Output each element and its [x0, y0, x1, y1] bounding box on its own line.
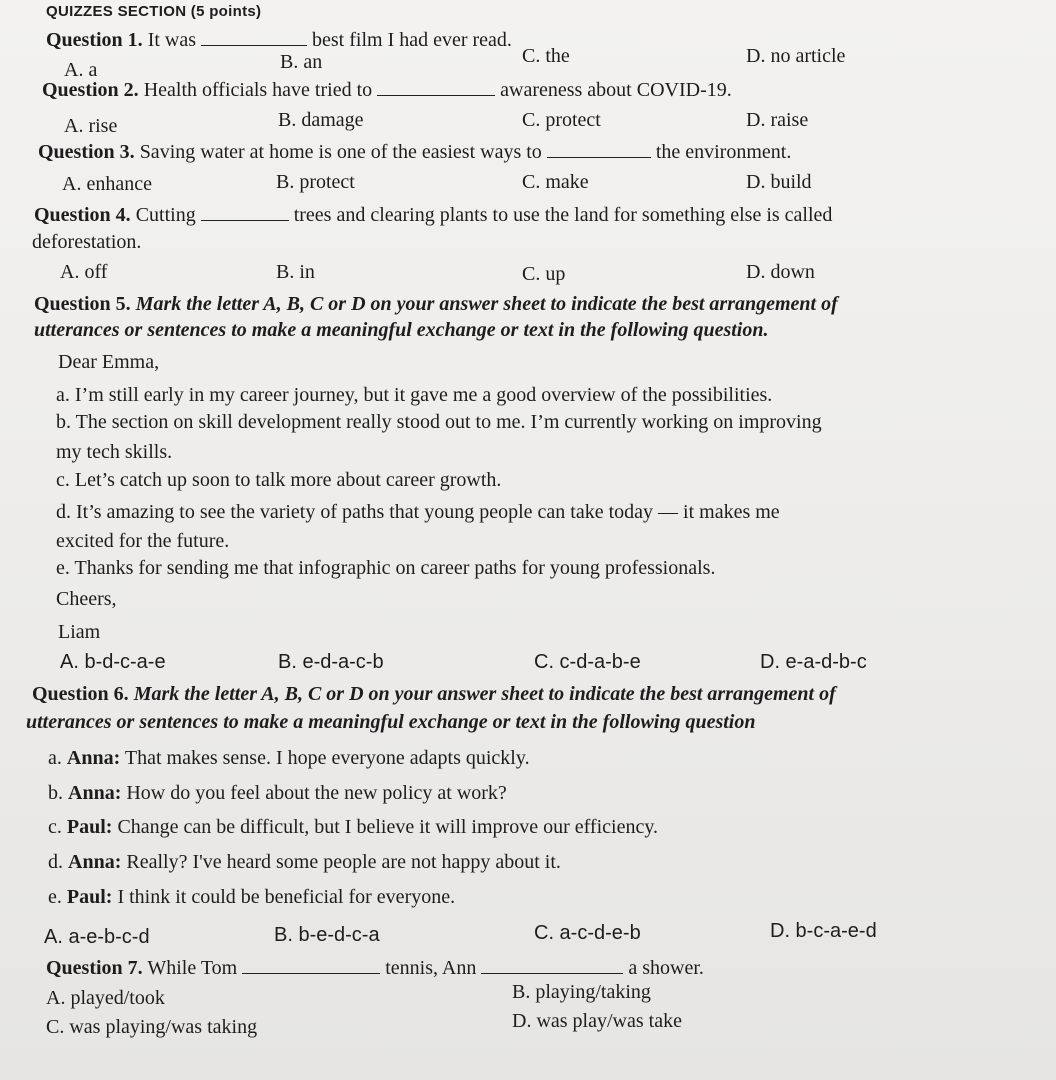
- question-3-text-b: the environment.: [655, 141, 792, 163]
- dialogue-speaker: Anna:: [68, 851, 122, 873]
- dialogue-tag: a.: [48, 747, 62, 769]
- question-6-instruction-text-1: Mark the letter A, B, C or D on your answer sheet to indicate the best arrangement of: [133, 683, 836, 705]
- question-7-blank-2[interactable]: [481, 957, 623, 974]
- question-1-option-c[interactable]: C. the: [522, 45, 570, 67]
- dialogue-text: That makes sense. I hope everyone adapts quickly.: [124, 747, 530, 769]
- question-6-option-d[interactable]: D. b-c-a-e-d: [770, 920, 877, 942]
- dialogue-line-b: [48, 781, 507, 805]
- question-2-option-c[interactable]: C. protect: [522, 109, 601, 131]
- question-3-label: Question 3.: [38, 141, 135, 163]
- question-4-text-a: Cutting: [135, 204, 196, 226]
- dialogue-text: I think it could be beneficial for everyone.: [117, 886, 456, 908]
- question-7-label: Question 7.: [46, 957, 143, 979]
- question-1-option-a[interactable]: A. a: [64, 59, 98, 81]
- dialogue-speaker: Paul:: [66, 886, 113, 908]
- question-5-option-d[interactable]: D. e-a-d-b-c: [760, 651, 867, 673]
- question-3-option-c[interactable]: C. make: [522, 171, 589, 193]
- question-7-option-a[interactable]: A. played/took: [46, 987, 165, 1009]
- question-1-option-d[interactable]: D. no article: [746, 45, 846, 67]
- sentence-d-line-1: d. It’s amazing to see the variety of paths that young people can take today — it makes me: [56, 501, 780, 523]
- dialogue-tag: b.: [48, 782, 63, 804]
- sentence-a: a. I’m still early in my career journey, but it gave me a good overview of the possibilities.: [56, 384, 773, 406]
- dialogue-text: Change can be difficult, but I believe it will improve our efficiency.: [117, 816, 659, 838]
- question-3-blank[interactable]: [547, 141, 651, 158]
- question-1-stem: [46, 28, 512, 52]
- letter-greeting: Dear Emma,: [58, 351, 160, 373]
- question-3-option-a[interactable]: A. enhance: [62, 173, 152, 195]
- letter-closing: Cheers,: [56, 588, 117, 610]
- question-5-instruction-1: [34, 292, 838, 316]
- question-4-option-b[interactable]: B. in: [276, 261, 315, 283]
- dialogue-line-c: [48, 815, 658, 839]
- question-7-option-c[interactable]: C. was playing/was taking: [46, 1016, 258, 1038]
- question-6-option-a[interactable]: A. a-e-b-c-d: [44, 926, 150, 948]
- question-3-option-b[interactable]: B. protect: [276, 171, 355, 193]
- question-1-text-a: It was: [147, 29, 197, 51]
- sentence-e: e. Thanks for sending me that infographic on career paths for young professionals.: [56, 557, 716, 579]
- question-3-text-a: Saving water at home is one of the easiest ways to: [139, 141, 542, 163]
- question-3-stem: [38, 140, 791, 164]
- question-2-text-a: Health officials have tried to: [143, 79, 373, 101]
- question-4-blank[interactable]: [201, 204, 289, 221]
- question-7-blank-1[interactable]: [242, 957, 380, 974]
- question-1-text-b: best film I had ever read.: [312, 29, 512, 51]
- question-6-label: Question 6.: [32, 683, 129, 705]
- question-4-option-c[interactable]: C. up: [522, 263, 566, 285]
- question-6-instruction-2: utterances or sentences to make a meaningful exchange or text in the following question: [26, 711, 756, 733]
- question-4-label: Question 4.: [34, 204, 131, 226]
- dialogue-speaker: Anna:: [68, 782, 122, 804]
- dialogue-tag: c.: [48, 816, 62, 838]
- letter-signature: Liam: [58, 621, 101, 643]
- question-4-stem: [34, 203, 832, 227]
- dialogue-line-a: [48, 746, 530, 770]
- question-2-option-a[interactable]: A. rise: [64, 115, 118, 137]
- question-4-text-c: deforestation.: [32, 231, 142, 253]
- question-7-option-b[interactable]: B. playing/taking: [512, 981, 651, 1003]
- question-5-option-a[interactable]: A. b-d-c-a-e: [60, 651, 166, 673]
- question-7-text-b: tennis, Ann: [385, 957, 477, 979]
- question-1-label: Question 1.: [46, 29, 143, 51]
- question-5-label: Question 5.: [34, 293, 131, 315]
- dialogue-text: How do you feel about the new policy at work?: [126, 782, 507, 804]
- question-2-stem: [42, 78, 732, 102]
- dialogue-tag: e.: [48, 886, 62, 908]
- dialogue-line-d: [48, 850, 561, 874]
- question-2-label: Question 2.: [42, 79, 139, 101]
- question-4-text-b: trees and clearing plants to use the land for something else is called: [293, 204, 833, 226]
- sentence-d-line-2: excited for the future.: [56, 530, 230, 552]
- dialogue-speaker: Anna:: [66, 747, 121, 769]
- dialogue-line-e: [48, 885, 455, 909]
- sentence-c: c. Let’s catch up soon to talk more about career growth.: [56, 469, 502, 491]
- question-2-text-b: awareness about COVID-19.: [500, 79, 732, 101]
- question-6-option-c[interactable]: C. a-c-d-e-b: [534, 922, 641, 944]
- question-5-option-b[interactable]: B. e-d-a-c-b: [278, 651, 384, 673]
- sentence-b-line-2: my tech skills.: [56, 441, 173, 463]
- question-7-text-a: While Tom: [147, 957, 238, 979]
- question-5-instruction-text-1: Mark the letter A, B, C or D on your answer sheet to indicate the best arrangement of: [135, 293, 838, 315]
- dialogue-speaker: Paul:: [66, 816, 113, 838]
- question-2-option-d[interactable]: D. raise: [746, 109, 809, 131]
- question-1-option-b[interactable]: B. an: [280, 51, 323, 73]
- question-4-option-d[interactable]: D. down: [746, 261, 815, 283]
- question-2-blank[interactable]: [377, 79, 495, 96]
- question-5-instruction-2: utterances or sentences to make a meaningful exchange or text in the following question.: [34, 319, 769, 341]
- question-3-option-d[interactable]: D. build: [746, 171, 812, 193]
- question-2-option-b[interactable]: B. damage: [278, 109, 364, 131]
- dialogue-tag: d.: [48, 851, 63, 873]
- question-1-blank[interactable]: [201, 29, 307, 46]
- sentence-b-line-1: b. The section on skill development really stood out to me. I’m currently working on improving: [56, 411, 822, 433]
- question-7-stem: [46, 956, 704, 980]
- question-6-option-b[interactable]: B. b-e-d-c-a: [274, 924, 380, 946]
- question-4-option-a[interactable]: A. off: [60, 261, 108, 283]
- question-7-option-d[interactable]: D. was play/was take: [512, 1010, 682, 1032]
- question-6-instruction-1: [32, 682, 836, 706]
- question-5-option-c[interactable]: C. c-d-a-b-e: [534, 651, 641, 673]
- section-title: QUIZZES SECTION (5 points): [46, 3, 262, 20]
- question-7-text-c: a shower.: [628, 957, 704, 979]
- dialogue-text: Really? I've heard some people are not happy about it.: [126, 851, 561, 873]
